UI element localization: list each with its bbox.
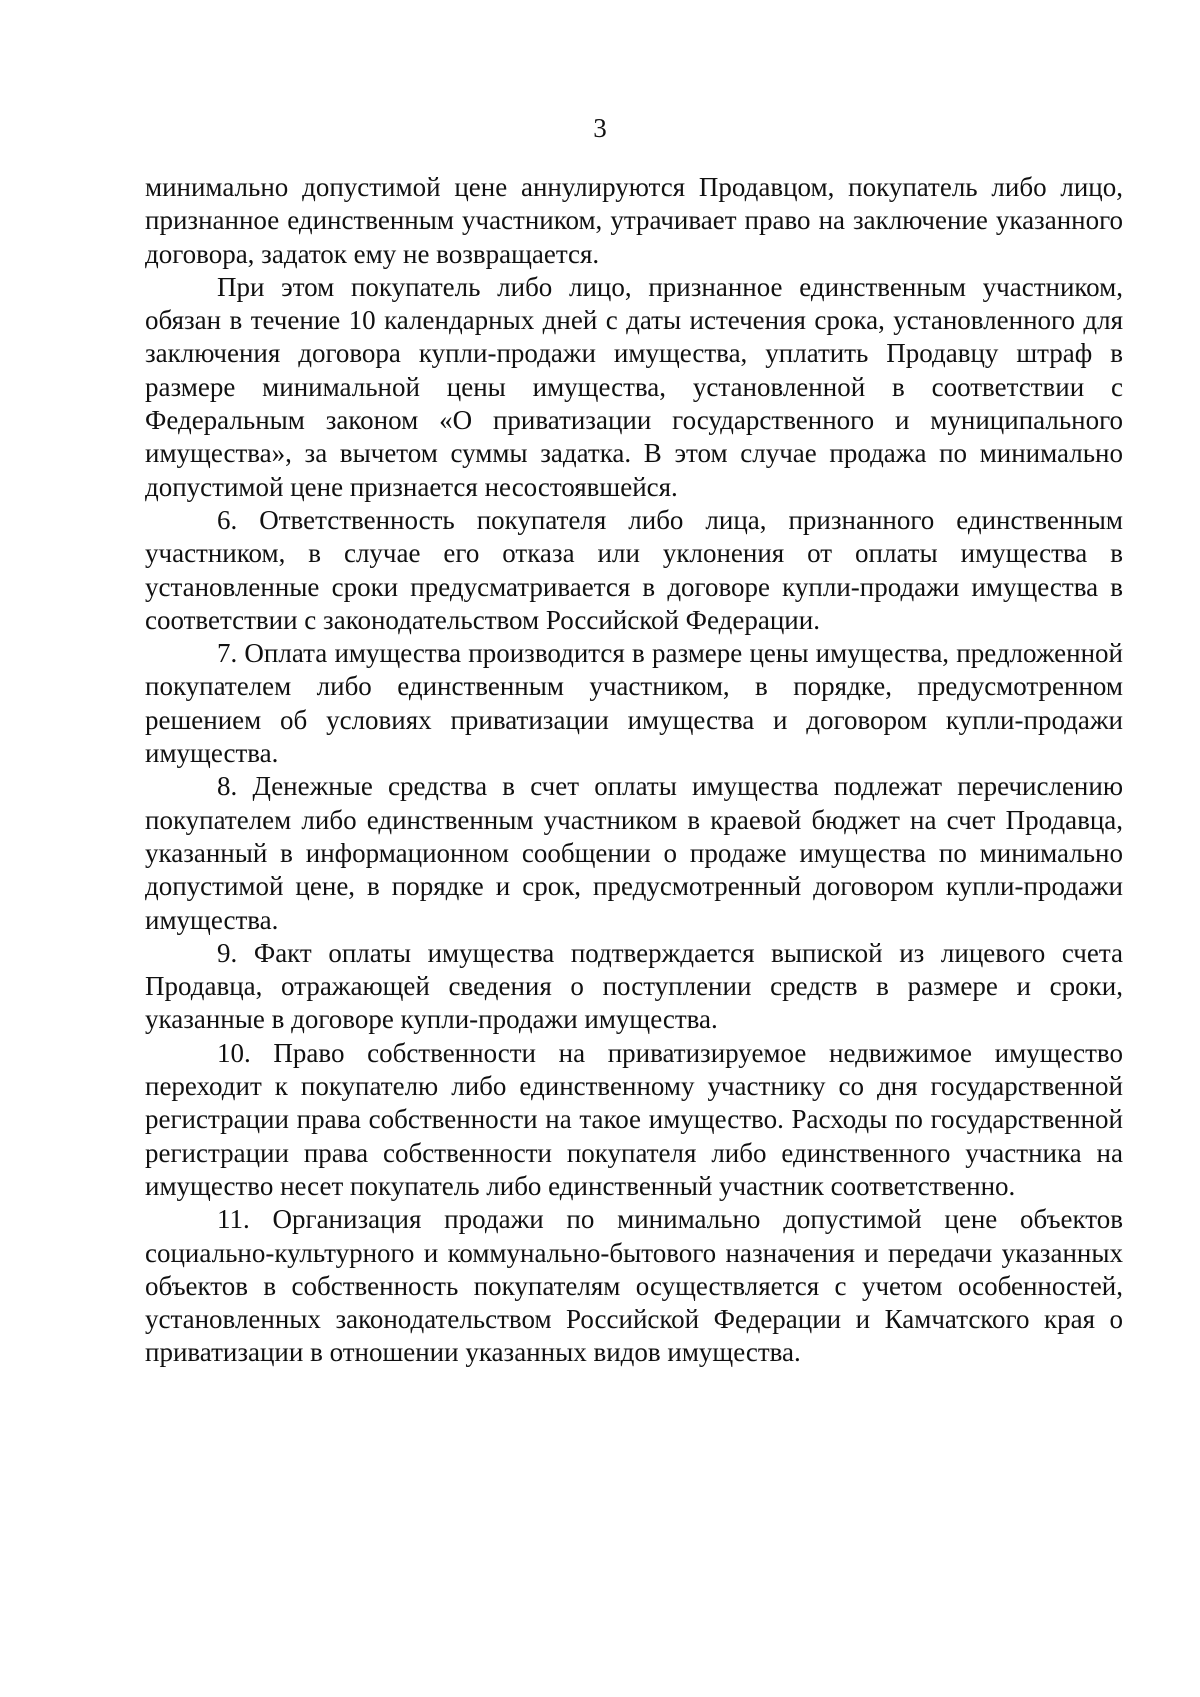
paragraph-item-7: 7. Оплата имущества производится в размере цены имущества, предложенной покупателем либо единственным участником, в порядке, предусмотренном решением об условиях приватизации имущества и договором купли-продажи имущества.: [145, 638, 1123, 769]
paragraph-continuation: минимально допустимой цене аннулируются Продавцом, покупатель либо лицо, признанное единственным участником, утрачивает право на заключение указанного договора, задаток ему не возвращается.: [145, 172, 1123, 269]
paragraph-item-11: 11. Организация продажи по минимально допустимой цене объектов социально-культурного и коммунально-бытового назначения и передачи указанных объектов в собственность покупателям осуществляется с учетом особенностей, установленных законодательством Российской Федерации и Камчатского края о приватизации в отношении указанных видов имущества.: [145, 1204, 1123, 1368]
paragraph-item-8: 8. Денежные средства в счет оплаты имущества подлежат перечислению покупателем либо единственным участником в краевой бюджет на счет Продавца, указанный в информационном сообщении о продаже имущества по минимально допустимой цене, в порядке и срок, предусмотренный договором купли-продажи имущества.: [145, 771, 1123, 935]
page-number: 3: [593, 113, 607, 143]
paragraph-penalty: При этом покупатель либо лицо, признанное единственным участником, обязан в течение 10 календарных дней с даты истечения срока, установленного для заключения договора купли-продажи имущества, уплатить Продавцу штраф в размере минимальной цены имущества, установленной в соответствии с Федеральным законом «О приватизации государственного и муниципального имущества», за вычетом суммы задатка. В этом случае продажа по минимально допустимой цене признается несостоявшейся.: [145, 271, 1123, 502]
paragraph-item-6: 6. Ответственность покупателя либо лица, признанного единственным участником, в случае его отказа или уклонения от оплаты имущества в установленные сроки предусматривается в договоре купли-продажи имущества в соответствии с законодательством Российской Федерации.: [145, 504, 1123, 635]
paragraph-item-10: 10. Право собственности на приватизируемое недвижимое имущество переходит к покупателю либо единственному участнику со дня государственной регистрации права собственности на такое имущество. Расходы по государственной регистрации права собственности покупателя либо единственного участника на имущество несет покупатель либо единственный участник соответственно.: [145, 1037, 1123, 1201]
document-body: [145, 171, 1123, 1370]
paragraph-item-9: 9. Факт оплаты имущества подтверждается выпиской из лицевого счета Продавца, отражающей сведения о поступлении средств в размере и сроки, указанные в договоре купли-продажи имущества.: [145, 937, 1123, 1035]
